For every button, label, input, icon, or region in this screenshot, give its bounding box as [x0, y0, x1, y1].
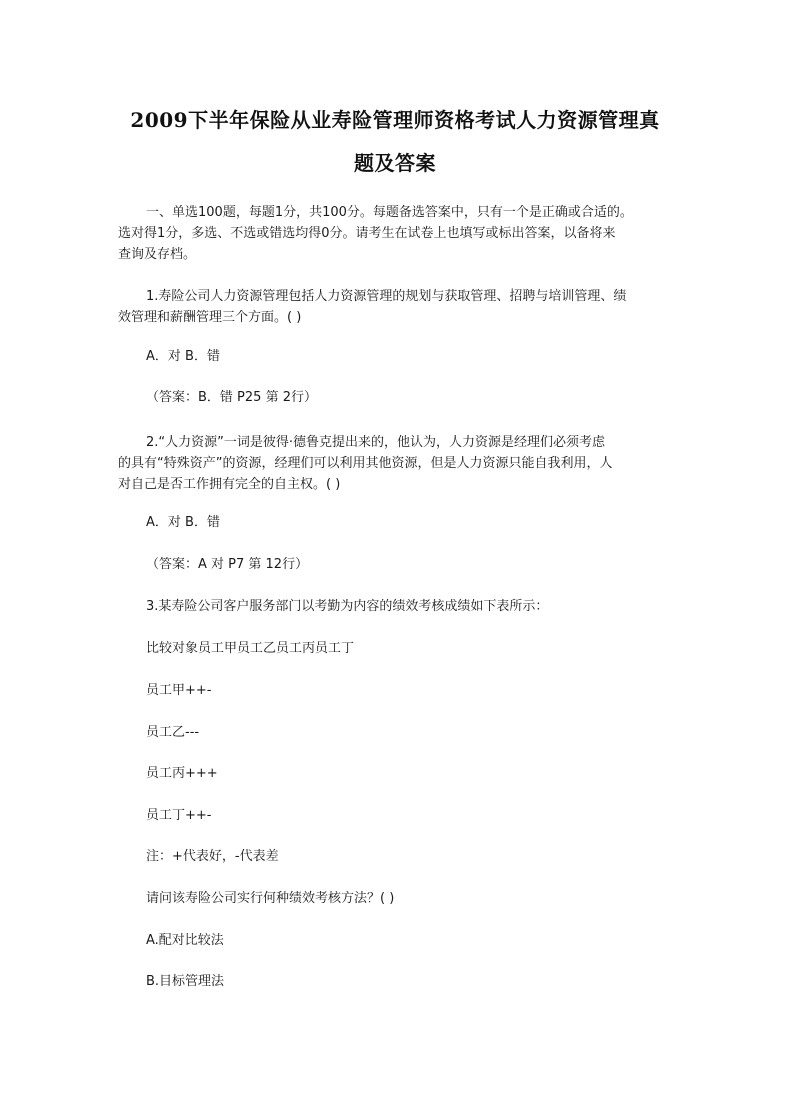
q1-line-2: 效管理和薪酬管理三个方面。( )	[118, 310, 302, 325]
q2-line-1: 2.“人力资源”一词是彼得·德鲁克提出来的，他认为，人力资源是经理们必须考虑	[146, 435, 606, 450]
q3-stem: 3.某寿险公司客户服务部门以考勤为内容的绩效考核成绩如下表所示：	[146, 599, 549, 614]
q1-line-1: 1.寿险公司人力资源管理包括人力资源管理的规划与获取管理、招聘与培训管理、绩	[146, 289, 627, 304]
q3-row-employee-a: 员工甲++-	[146, 683, 212, 698]
q3-option-b: B.目标管理法	[146, 974, 225, 989]
intro-line-1: 一、单选100题，每题1分，共100分。每题备选答案中，只有一个是正确或合适的。	[146, 205, 633, 220]
question-1	[118, 286, 678, 328]
document-title-line-2: 题及答案	[354, 151, 436, 175]
q3-note: 注：+代表好，-代表差	[146, 849, 279, 864]
q1-answer: （答案：B．错 P25 第 2行）	[146, 390, 317, 405]
intro-line-2: 选对得1分，多选、不选或错选均得0分。请考生在试卷上也填写或标出答案，以备将来	[118, 226, 616, 241]
q3-row-employee-d: 员工丁++-	[146, 808, 212, 823]
document-title-line-1: 2009下半年保险从业寿险管理师资格考试人力资源管理真	[130, 108, 660, 132]
intro-paragraph	[118, 202, 678, 265]
q2-line-3: 对自己是否工作拥有完全的自主权。( )	[118, 477, 341, 492]
q3-table-header: 比较对象员工甲员工乙员工丙员工丁	[146, 641, 355, 656]
q3-row-employee-c: 员工丙+++	[146, 766, 218, 781]
question-2	[118, 432, 678, 495]
q2-answer: （答案：A 对 P7 第 12行）	[146, 557, 309, 572]
q3-option-a: A.配对比较法	[146, 933, 224, 948]
q3-question: 请问该寿险公司实行何种绩效考核方法？( )	[146, 891, 395, 906]
q2-options: A．对 B．错	[146, 515, 220, 530]
intro-line-3: 查询及存档。	[118, 247, 197, 262]
q3-row-employee-b: 员工乙---	[146, 725, 200, 740]
q1-options: A．对 B．错	[146, 349, 220, 364]
q2-line-2: 的具有“特殊资产”的资源，经理们可以利用其他资源，但是人力资源只能自我利用，人	[118, 456, 613, 471]
